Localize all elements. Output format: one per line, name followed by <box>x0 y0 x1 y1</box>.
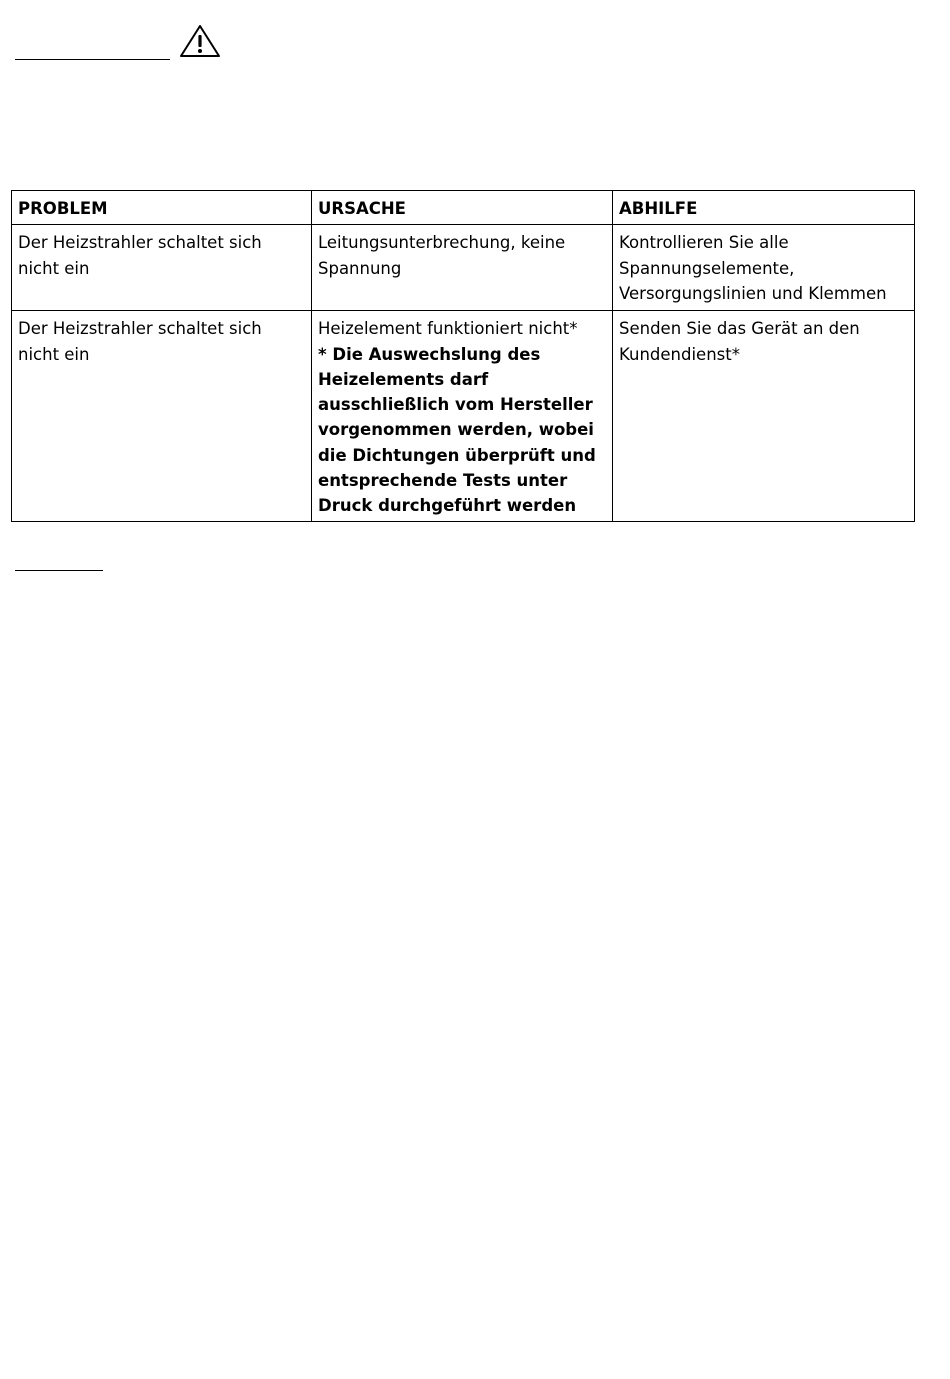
heading-underline <box>15 59 170 60</box>
cause-cell <box>312 311 613 522</box>
header-cause: URSACHE <box>312 191 613 225</box>
header-problem: PROBLEM <box>12 191 312 225</box>
remedy-cell: Kontrollieren Sie alle Spannungselemente, Versorgungslinien und Klemmen <box>613 225 915 311</box>
problem-cell: Der Heizstrahler schaltet sich nicht ein <box>12 311 312 522</box>
cause-cell <box>312 225 613 311</box>
troubleshooting-table <box>11 190 915 522</box>
problem-cell: Der Heizstrahler schaltet sich nicht ein <box>12 225 312 311</box>
cause-note: * Die Auswechslung des Heizelements darf ausschließlich vom Hersteller vorgenommen werden, wobei die Dichtungen überprüft und entsprechende Tests unter Druck durchgeführt werden <box>318 344 596 516</box>
header-remedy: ABHILFE <box>613 191 915 225</box>
table-row <box>12 225 915 311</box>
table-header-row <box>12 191 915 225</box>
remedy-cell: Senden Sie das Gerät an den Kundendienst* <box>613 311 915 522</box>
section-underline <box>15 570 103 571</box>
cause-text: Heizelement funktioniert nicht* <box>318 319 578 339</box>
table-row <box>12 311 915 522</box>
warning-triangle-icon <box>179 24 221 58</box>
cause-text: Leitungsunterbrechung, keine Spannung <box>318 233 566 278</box>
